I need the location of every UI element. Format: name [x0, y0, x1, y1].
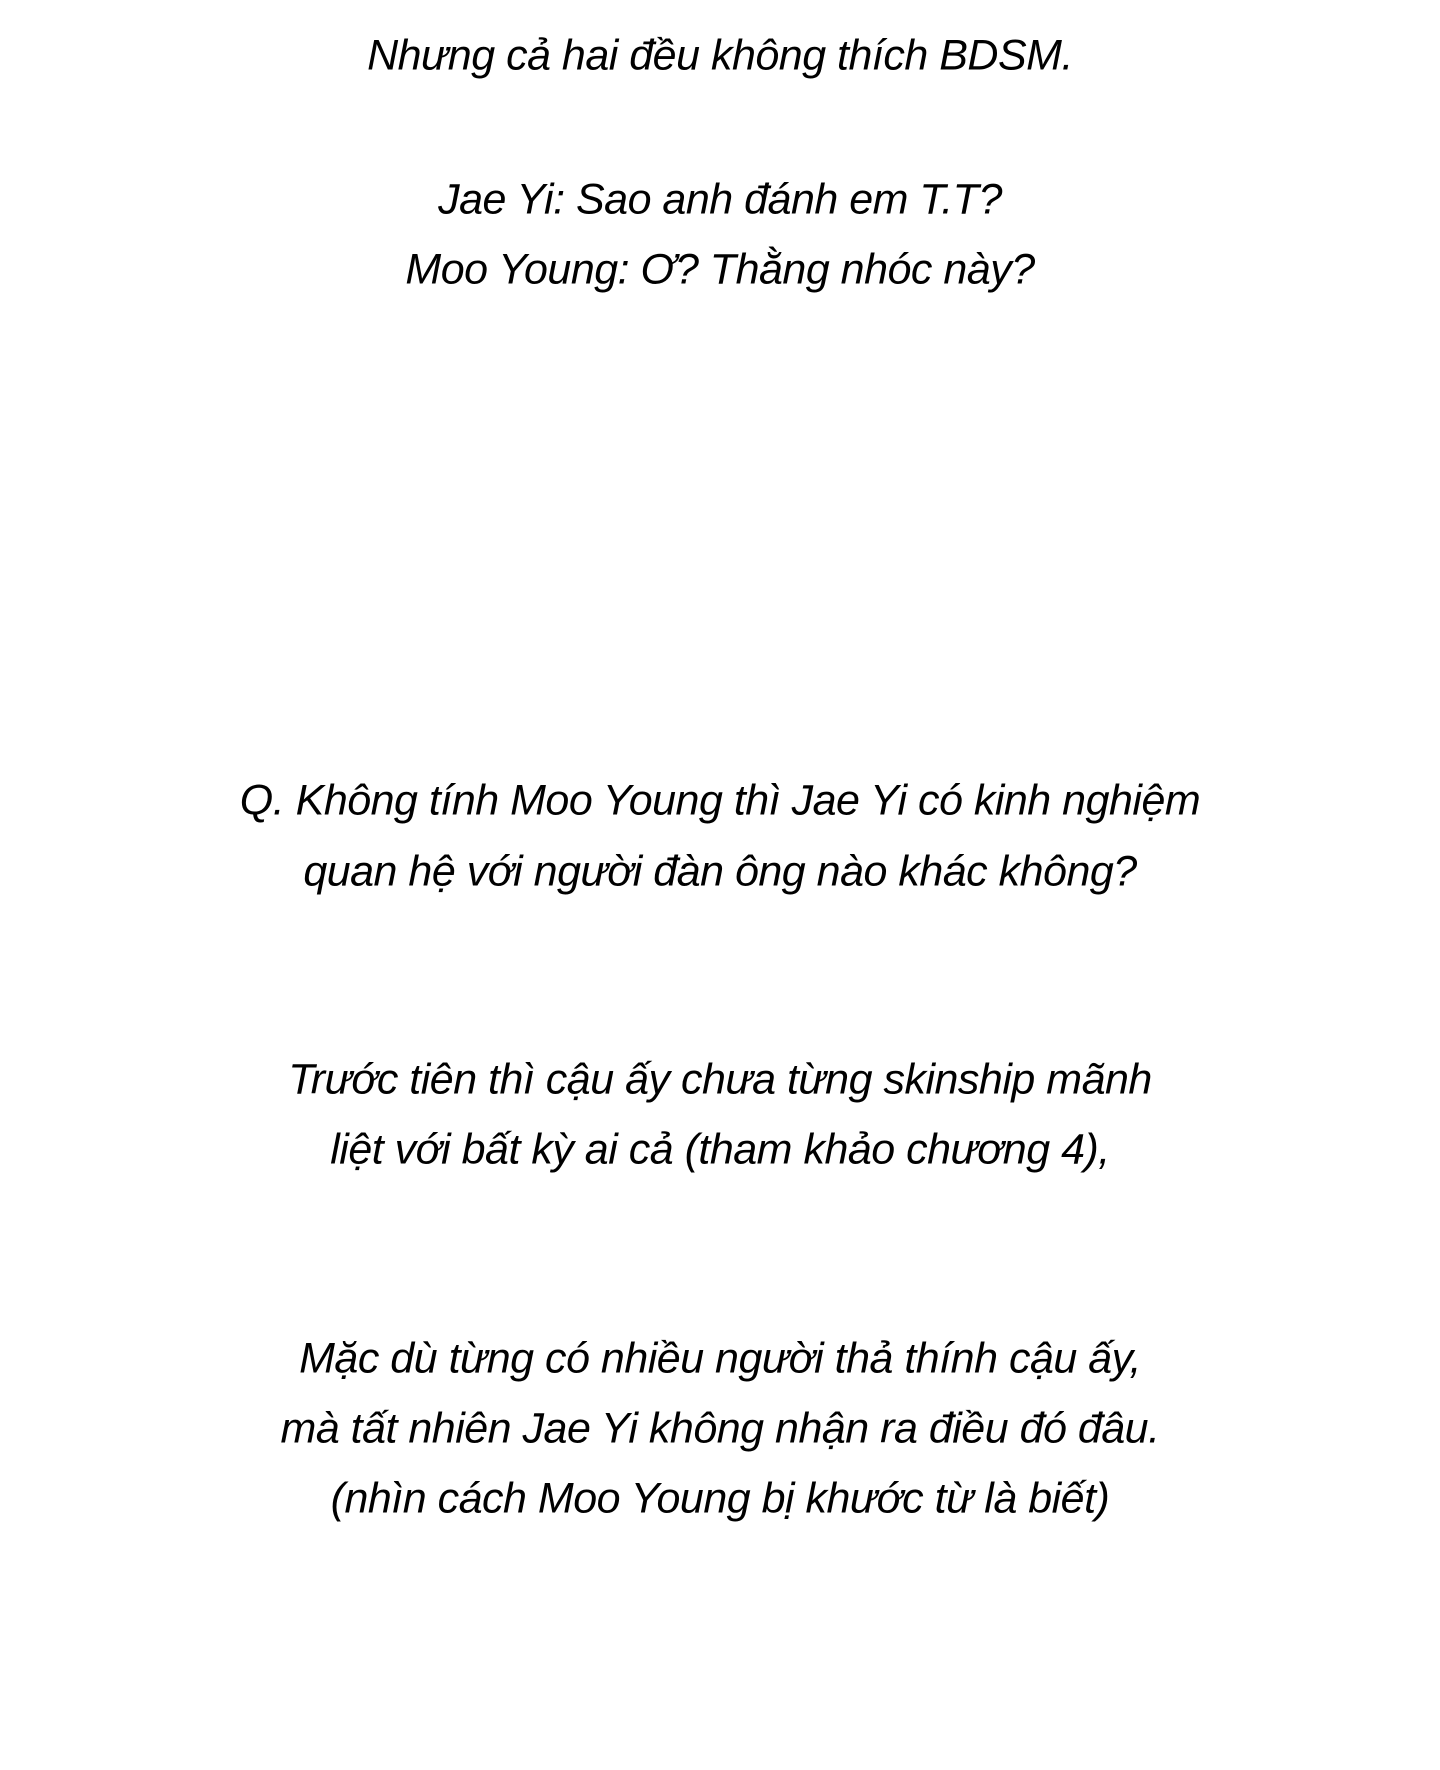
answer-line: mà tất nhiên Jae Yi không nhận ra điều đó đâu. — [280, 1404, 1160, 1453]
answer-line: (nhìn cách Moo Young bị khước từ là biết) — [330, 1474, 1110, 1523]
answer-line: Mặc dù từng có nhiều người thả thính cậu ấy, — [299, 1334, 1141, 1383]
dialogue-line-moo-young: Moo Young: Ơ? Thằng nhóc này? — [405, 245, 1035, 294]
dialogue-line-jae-yi: Jae Yi: Sao anh đánh em T.T? — [438, 175, 1002, 224]
answer-line: liệt với bất kỳ ai cả (tham khảo chương 4), — [330, 1125, 1110, 1174]
answer-line: Trước tiên thì cậu ấy chưa từng skinship mãnh — [288, 1055, 1152, 1104]
question-line: quan hệ với người đàn ông nào khác không? — [303, 847, 1137, 896]
statement-line: Nhưng cả hai đều không thích BDSM. — [367, 31, 1073, 80]
question-line: Q. Không tính Moo Young thì Jae Yi có kinh nghiệm — [239, 776, 1201, 825]
